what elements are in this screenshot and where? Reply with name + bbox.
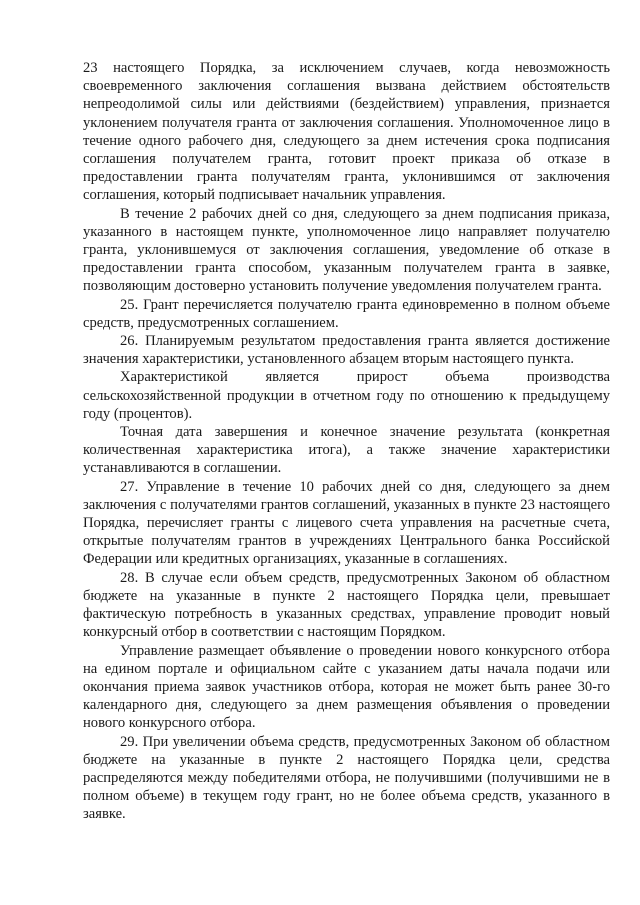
paragraph-4: 26. Планируемым результатом предоставления гранта является достижение значения характеристики, установленного абзацем вторым настоящего пункта.: [83, 333, 610, 368]
paragraph-3: 25. Грант перечисляется получателю гранта единовременно в полном объеме средств, предусмотренных соглашением.: [83, 296, 610, 331]
paragraph-2: В течение 2 рабочих дней со дня, следующего за днем подписания приказа, указанного в настоящем пункте, уполномоченное лицо направляет получателю гранта, уклонившемуся от заключения соглашения, уведомление об отказе в предоставлении гранта способом, указанным получателем гранта в заявке, позволяющим достоверно установить получение уведомления получателем гранта.: [83, 205, 610, 295]
paragraph-8: 28. В случае если объем средств, предусмотренных Законом об областном бюджете на указанные в пункте 2 настоящего Порядка цели, превышает фактическую потребность в указанных средствах, управление проводит новый конкурсный отбор в соответствии с настоящим Порядком.: [83, 569, 610, 641]
paragraph-1: 23 настоящего Порядка, за исключением случаев, когда невозможность своевременного заключения соглашения вызвана действием обстоятельств непреодолимой силы или действиями (бездействием) управления, признается уклонением получателя гранта от заключения соглашения. Уполномоченное лицо в течение одного рабочего дня, следующего за днем истечения срока подписания соглашения получателем гранта, готовит проект приказа об отказе в предоставлении гранта получателям гранта, уклонившимся от заключения соглашения, который подписывает начальник управления.: [83, 60, 610, 204]
document-body: [83, 59, 610, 824]
paragraph-9: Управление размещает объявление о проведении нового конкурсного отбора на едином портале и официальном сайте с указанием даты начала подачи или окончания приема заявок участников отбора, которая не может быть ранее 30-го календарного дня, следующего за днем размещения объявления о проведении нового конкурсного отбора.: [83, 642, 610, 732]
paragraph-6: Точная дата завершения и конечное значение результата (конкретная количественная характеристика итога), а также значение характеристики устанавливаются в соглашении.: [83, 424, 610, 477]
paragraph-7: 27. Управление в течение 10 рабочих дней со дня, следующего за днем заключения с получателями грантов соглашений, указанных в пункте 23 настоящего Порядка, перечисляет гранты с лицевого счета управления на расчетные счета, открытые получателям грантов в учреждениях Центрального банка Российской Федерации или кредитных организациях, указанные в соглашениях.: [83, 478, 610, 568]
paragraph-10: 29. При увеличении объема средств, предусмотренных Законом об областном бюджете на указанные в пункте 2 настоящего Порядка цели, средства распределяются между победителями отбора, не получившими (получившими не в полном объеме) в текущем году грант, но не более объема средств, указанного в заявке.: [83, 733, 610, 823]
paragraph-5: Характеристикой является прирост объема производства сельскохозяйственной продукции в отчетном году по отношению к предыдущему году (процентов).: [83, 369, 610, 422]
